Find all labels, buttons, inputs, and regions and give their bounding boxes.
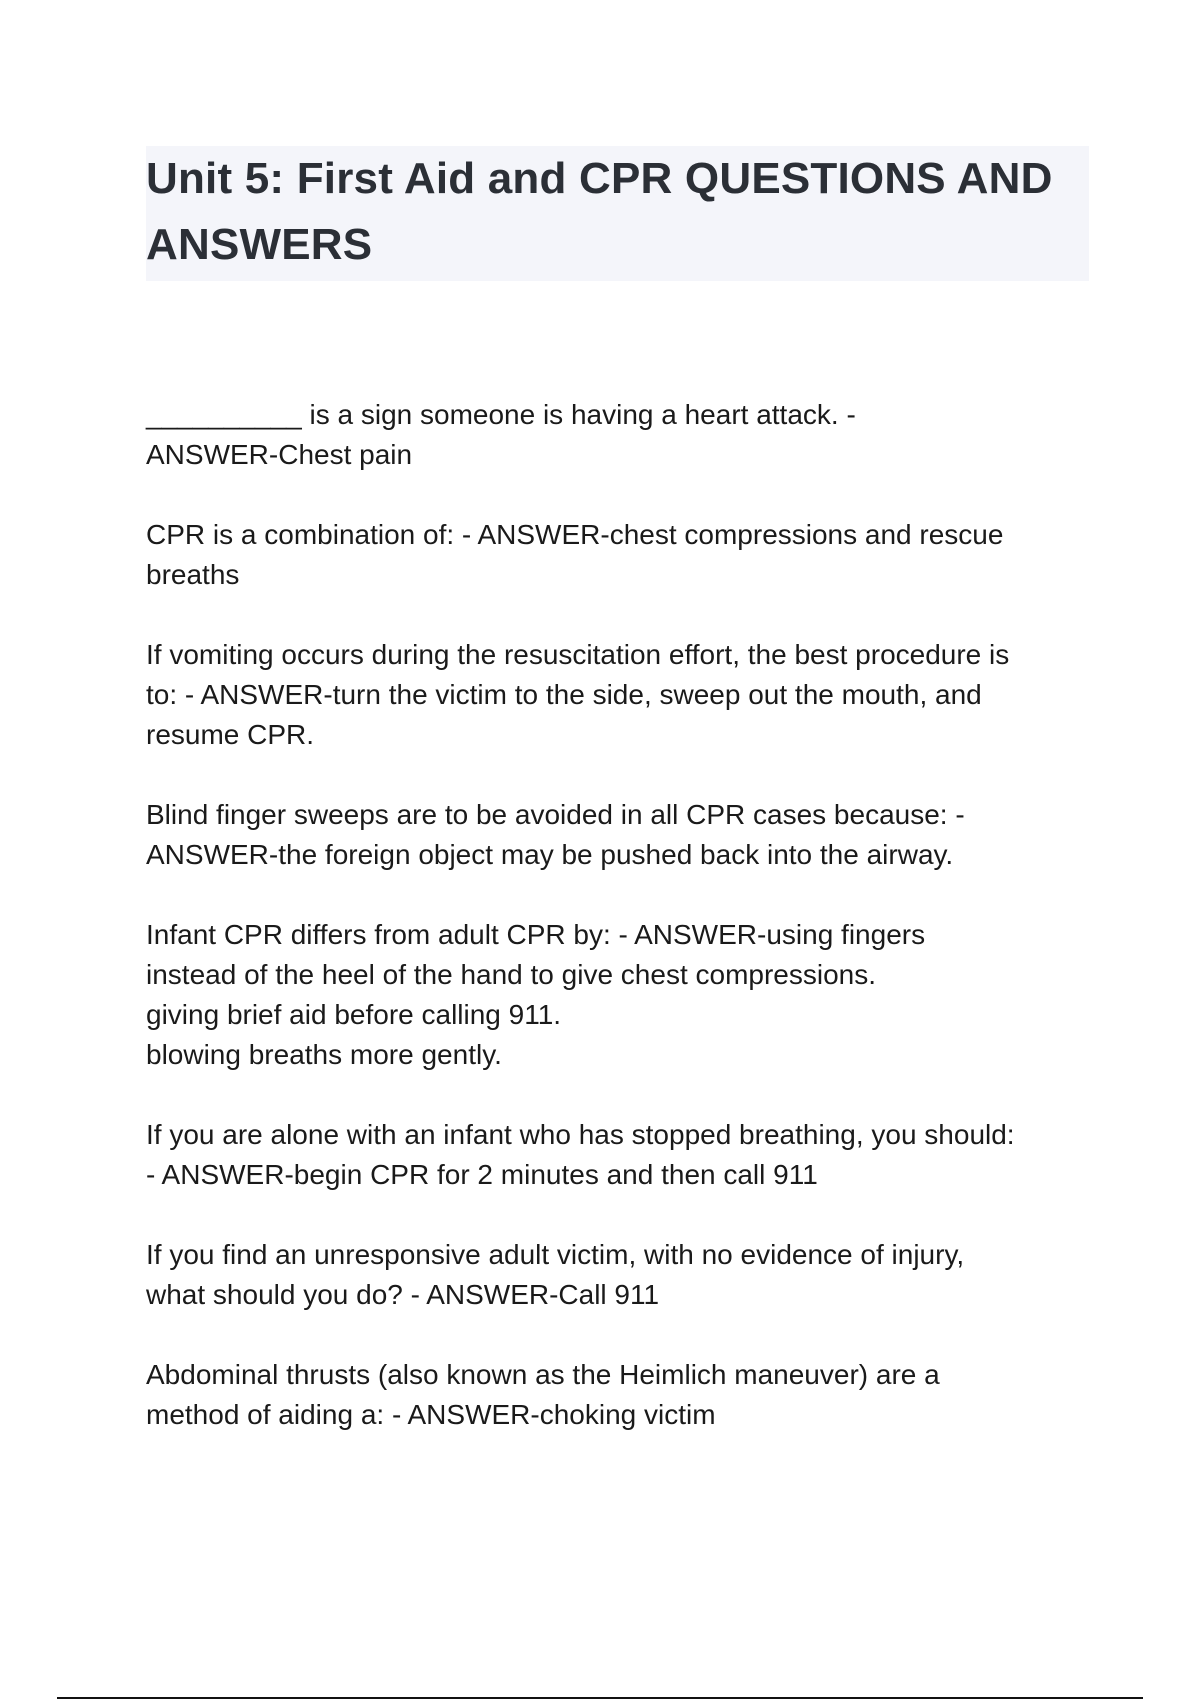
qa-item: __________ is a sign someone is having a heart attack. - ANSWER-Chest pain [146,399,856,470]
qa-item: If vomiting occurs during the resuscitation effort, the best procedure is to: - ANSWER-turn the victim to the side, sweep out the mouth, and resume CPR. [146,639,1010,750]
qa-item: Infant CPR differs from adult CPR by: - ANSWER-using fingers instead of the heel of the hand to give chest compressions. giving brief aid before calling 911. blowing breaths more gently. [146,919,926,1070]
qa-item: If you are alone with an infant who has stopped breathing, you should: - ANSWER-begin CPR for 2 minutes and then call 911 [146,1119,1015,1190]
qa-item: CPR is a combination of: - ANSWER-chest compressions and rescue breaths [146,519,1004,590]
qa-item: If you find an unresponsive adult victim, with no evidence of injury, what should you do? - ANSWER-Call 911 [146,1239,965,1310]
footer-divider [57,1697,1143,1699]
page-title: Unit 5: First Aid and CPR QUESTIONS AND ANSWERS [146,154,1053,269]
title-block [146,146,1089,281]
qa-item: Blind finger sweeps are to be avoided in all CPR cases because: - ANSWER-the foreign object may be pushed back into the airway. [146,799,965,870]
qa-item: Abdominal thrusts (also known as the Heimlich maneuver) are a method of aiding a: - ANSWER-choking victim [146,1359,940,1430]
qa-list [146,395,1096,1475]
